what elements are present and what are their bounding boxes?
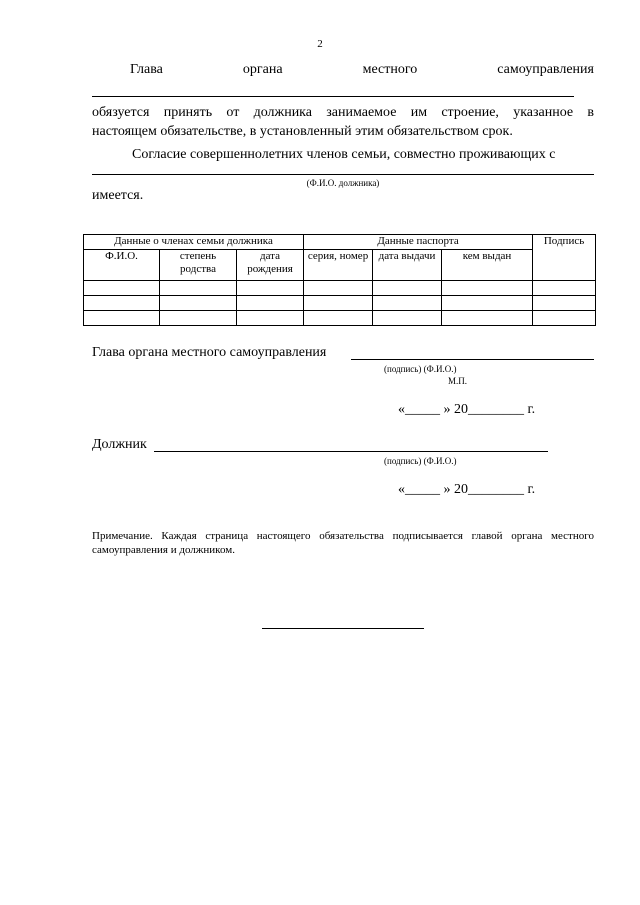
table-cell bbox=[304, 296, 373, 311]
table-row bbox=[84, 311, 596, 326]
table-header-cell: дата рождения bbox=[237, 250, 304, 281]
table-header-cell: степень родства bbox=[160, 250, 237, 281]
debtor-name-blank-line bbox=[92, 174, 594, 175]
table-cell bbox=[160, 296, 237, 311]
table-header-cell: серия, номер bbox=[304, 250, 373, 281]
debtor-signature-label: Должник bbox=[92, 437, 147, 452]
consent-paragraph: Согласие совершеннолетних членов семьи, совместно проживающих с bbox=[132, 147, 556, 162]
table-group-header-row bbox=[84, 235, 596, 250]
table-cell bbox=[160, 281, 237, 296]
table-sub-header-row bbox=[84, 250, 596, 281]
table-cell bbox=[373, 296, 442, 311]
table-cell bbox=[533, 281, 596, 296]
head-signature-caption: (подпись) (Ф.И.О.) bbox=[384, 364, 457, 374]
table-cell bbox=[84, 281, 160, 296]
stamp-place-label: М.П. bbox=[448, 376, 468, 386]
family-members-table bbox=[83, 234, 596, 326]
table-cell bbox=[373, 281, 442, 296]
head-signature-blank-line bbox=[351, 359, 594, 360]
debtor-signature-date: «_____ » 20________ г. bbox=[398, 482, 536, 497]
table-cell bbox=[160, 311, 237, 326]
header-word: Глава bbox=[130, 62, 163, 77]
table-cell bbox=[442, 281, 533, 296]
table-cell bbox=[304, 311, 373, 326]
header-word: органа bbox=[242, 62, 283, 77]
header-word: местного bbox=[362, 62, 418, 77]
paragraph-line: обязуется принять от должника занимаемое им строение, указанное в bbox=[92, 105, 594, 120]
table-cell bbox=[237, 296, 304, 311]
table-row bbox=[84, 296, 596, 311]
org-name-blank-line bbox=[92, 96, 574, 97]
table-cell bbox=[373, 311, 442, 326]
table-header-cell: Подпись bbox=[533, 235, 596, 281]
table-cell bbox=[237, 311, 304, 326]
end-separator-line bbox=[262, 628, 424, 629]
footnote-text: Примечание. Каждая страница настоящего обязательства подписывается главой органа местного самоуправления и должником. bbox=[92, 530, 594, 556]
table-cell bbox=[84, 296, 160, 311]
table-cell bbox=[304, 281, 373, 296]
table-cell bbox=[237, 281, 304, 296]
table-cell bbox=[84, 311, 160, 326]
table-header-cell: Данные о членах семьи должника bbox=[84, 235, 304, 250]
table-header-cell: Ф.И.О. bbox=[84, 250, 160, 281]
imeetsya-text: имеется. bbox=[92, 188, 144, 203]
header-title-line bbox=[92, 62, 594, 78]
table-cell bbox=[442, 296, 533, 311]
table-cell bbox=[533, 296, 596, 311]
table-cell bbox=[442, 311, 533, 326]
page-number: 2 bbox=[317, 38, 323, 50]
header-word: самоуправления bbox=[497, 62, 594, 77]
table-header-cell: Данные паспорта bbox=[304, 235, 533, 250]
table-header-cell: кем выдан bbox=[442, 250, 533, 281]
table-row bbox=[84, 281, 596, 296]
debtor-name-caption: (Ф.И.О. должника) bbox=[306, 178, 380, 188]
paragraph-line: настоящем обязательстве, в установленный этим обязательством срок. bbox=[92, 124, 513, 139]
table-cell bbox=[533, 311, 596, 326]
table-header-cell: дата выдачи bbox=[373, 250, 442, 281]
head-signature-label: Глава органа местного самоуправления bbox=[92, 345, 327, 360]
debtor-signature-caption: (подпись) (Ф.И.О.) bbox=[384, 456, 457, 466]
head-signature-date: «_____ » 20________ г. bbox=[398, 402, 536, 417]
debtor-signature-blank-line bbox=[154, 451, 548, 452]
